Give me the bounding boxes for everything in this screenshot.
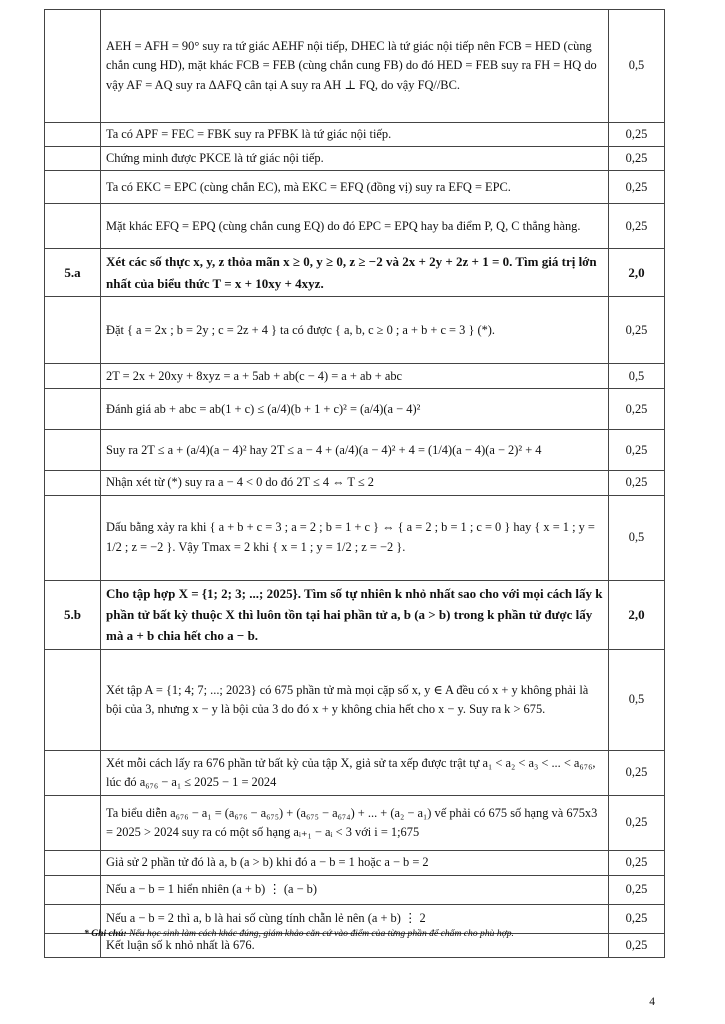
row-label bbox=[45, 471, 101, 495]
row-label bbox=[45, 795, 101, 850]
solution-step: Nếu a − b = 1 hiển nhiên (a + b) ⋮ (a − b) bbox=[101, 875, 609, 904]
table-row bbox=[45, 147, 665, 171]
solution-step: 2T = 2x + 20xy + 8xyz = a + 5ab + ab(c − 4) = a + ab + abc bbox=[101, 364, 609, 389]
table-row bbox=[45, 364, 665, 389]
solution-step: Suy ra 2T ≤ a + (a/4)(a − 4)² hay 2T ≤ a − 4 + (a/4)(a − 4)² + 4 = (1/4)(a − 4)(a − 2)² + 4 bbox=[101, 430, 609, 471]
row-label bbox=[45, 204, 101, 249]
points-cell: 0,5 bbox=[609, 649, 665, 750]
points-cell: 0,25 bbox=[609, 933, 665, 957]
row-label bbox=[45, 875, 101, 904]
points-cell: 0,5 bbox=[609, 495, 665, 580]
solution-step: Ta có APF = FEC = FBK suy ra PFBK là tứ giác nội tiếp. bbox=[101, 123, 609, 147]
grading-note bbox=[84, 928, 684, 939]
points-cell: 0,25 bbox=[609, 204, 665, 249]
points-cell: 0,25 bbox=[609, 297, 665, 364]
solution-step: Đánh giá ab + abc = ab(1 + c) ≤ (a/4)(b + 1 + c)² = (a/4)(a − 4)² bbox=[101, 389, 609, 430]
table-row bbox=[45, 297, 665, 364]
row-label bbox=[45, 297, 101, 364]
points-cell: 0,25 bbox=[609, 904, 665, 933]
row-label bbox=[45, 123, 101, 147]
problem-label: 5.b bbox=[45, 580, 101, 649]
points-cell: 2,0 bbox=[609, 249, 665, 297]
solution-step: Ta biểu diễn a₆₇₆ − a₁ = (a₆₇₆ − a₆₇₅) + (a₆₇₅ − a₆₇₄) + ... + (a₂ − a₁) vế phải có 675 số hạng và 675x3 = 2025 > 2024 suy ra có một số hạng aᵢ₊₁ − aᵢ < 3 với i = 1;675 bbox=[101, 795, 609, 850]
points-cell: 0,25 bbox=[609, 389, 665, 430]
points-cell: 0,25 bbox=[609, 471, 665, 495]
row-label bbox=[45, 750, 101, 795]
points-cell: 0,25 bbox=[609, 850, 665, 875]
solution-step: Xét mỗi cách lấy ra 676 phần tử bất kỳ của tập X, giả sử ta xếp được trật tự a₁ < a₂ < a₃ < ... < a₆₇₆, lúc đó a₆₇₆ − a₁ ≤ 2025 − 1 = 2024 bbox=[101, 750, 609, 795]
row-label bbox=[45, 649, 101, 750]
problem-row bbox=[45, 580, 665, 649]
problem-statement: Cho tập hợp X = {1; 2; 3; ...; 2025}. Tìm số tự nhiên k nhỏ nhất sao cho với mọi cách lấy k phần tử bất kỳ thuộc X thì luôn tồn tại hai phần tử a, b (a > b) trong k phần tử được lấy mà a + b chia hết cho a − b. bbox=[101, 580, 609, 649]
row-label bbox=[45, 364, 101, 389]
solution-step: Kết luận số k nhỏ nhất là 676. bbox=[101, 933, 609, 957]
problem-statement: Xét các số thực x, y, z thỏa mãn x ≥ 0, y ≥ 0, z ≥ −2 và 2x + 2y + 2z + 1 = 0. Tìm giá trị lớn nhất của biểu thức T = x + 10xy + 4xyz. bbox=[101, 249, 609, 297]
points-cell: 0,25 bbox=[609, 750, 665, 795]
row-label bbox=[45, 147, 101, 171]
points-cell: 0,25 bbox=[609, 147, 665, 171]
points-cell: 0,25 bbox=[609, 430, 665, 471]
table-row bbox=[45, 750, 665, 795]
table-row bbox=[45, 171, 665, 204]
row-label bbox=[45, 171, 101, 204]
row-label bbox=[45, 850, 101, 875]
problem-label: 5.a bbox=[45, 249, 101, 297]
solution-step: Nếu a − b = 2 thì a, b là hai số cùng tính chẵn lẻ nên (a + b) ⋮ 2 bbox=[101, 904, 609, 933]
table-row bbox=[45, 430, 665, 471]
table-row bbox=[45, 795, 665, 850]
table-row bbox=[45, 204, 665, 249]
table-row bbox=[45, 471, 665, 495]
grading-table bbox=[44, 9, 665, 958]
row-label bbox=[45, 495, 101, 580]
table-row bbox=[45, 389, 665, 430]
row-label bbox=[45, 430, 101, 471]
solution-step: AEH = AFH = 90° suy ra tứ giác AEHF nội tiếp, DHEC là tứ giác nội tiếp nên FCB = HED (cùng chắn cung HD), mặt khác FCB = FEB (cùng chắn cung FB) do đó HED = FEB suy ra FH = HQ do vậy AF = AQ suy ra ΔAFQ cân tại A suy ra AH ⊥ FQ, do vậy FQ//BC. bbox=[101, 10, 609, 123]
points-cell: 0,5 bbox=[609, 10, 665, 123]
points-cell: 0,25 bbox=[609, 171, 665, 204]
table-row bbox=[45, 875, 665, 904]
points-cell: 0,25 bbox=[609, 795, 665, 850]
note-label: * Ghi chú: bbox=[84, 928, 127, 939]
table-row bbox=[45, 123, 665, 147]
table-row bbox=[45, 10, 665, 123]
table-row bbox=[45, 850, 665, 875]
solution-step: Chứng minh được PKCE là tứ giác nội tiếp. bbox=[101, 147, 609, 171]
points-cell: 2,0 bbox=[609, 580, 665, 649]
note-text: Nếu học sinh làm cách khác đúng, giám khảo căn cứ vào điểm của từng phần để chấm cho phù hợp. bbox=[129, 928, 514, 939]
problem-row bbox=[45, 249, 665, 297]
solution-step: Giả sử 2 phần tử đó là a, b (a > b) khi đó a − b = 1 hoặc a − b = 2 bbox=[101, 850, 609, 875]
points-cell: 0,5 bbox=[609, 364, 665, 389]
solution-step: Nhận xét từ (*) suy ra a − 4 < 0 do đó 2T ≤ 4 ⇔ T ≤ 2 bbox=[101, 471, 609, 495]
answer-sheet bbox=[44, 9, 664, 958]
table-row bbox=[45, 649, 665, 750]
page-number: 4 bbox=[649, 996, 655, 1008]
points-cell: 0,25 bbox=[609, 875, 665, 904]
solution-step: Đặt { a = 2x ; b = 2y ; c = 2z + 4 } ta có được { a, b, c ≥ 0 ; a + b + c = 3 } (*). bbox=[101, 297, 609, 364]
solution-step: Xét tập A = {1; 4; 7; ...; 2023} có 675 phần tử mà mọi cặp số x, y ∈ A đều có x + y không phải là bội của 3, nhưng x − y là bội của 3 do đó x + y không chia hết cho x − y. Suy ra k > 675. bbox=[101, 649, 609, 750]
table-row bbox=[45, 495, 665, 580]
row-label bbox=[45, 389, 101, 430]
row-label bbox=[45, 10, 101, 123]
solution-step: Mặt khác EFQ = EPQ (cùng chắn cung EQ) do đó EPC = EPQ hay ba điểm P, Q, C thẳng hàng. bbox=[101, 204, 609, 249]
solution-step: Dấu bằng xảy ra khi { a + b + c = 3 ; a = 2 ; b = 1 + c } ⇔ { a = 2 ; b = 1 ; c = 0 } hay { x = 1 ; y = 1/2 ; z = −2 }. Vậy Tmax = 2 khi { x = 1 ; y = 1/2 ; z = −2 }. bbox=[101, 495, 609, 580]
points-cell: 0,25 bbox=[609, 123, 665, 147]
solution-step: Ta có EKC = EPC (cùng chắn EC), mà EKC = EFQ (đồng vị) suy ra EFQ = EPC. bbox=[101, 171, 609, 204]
